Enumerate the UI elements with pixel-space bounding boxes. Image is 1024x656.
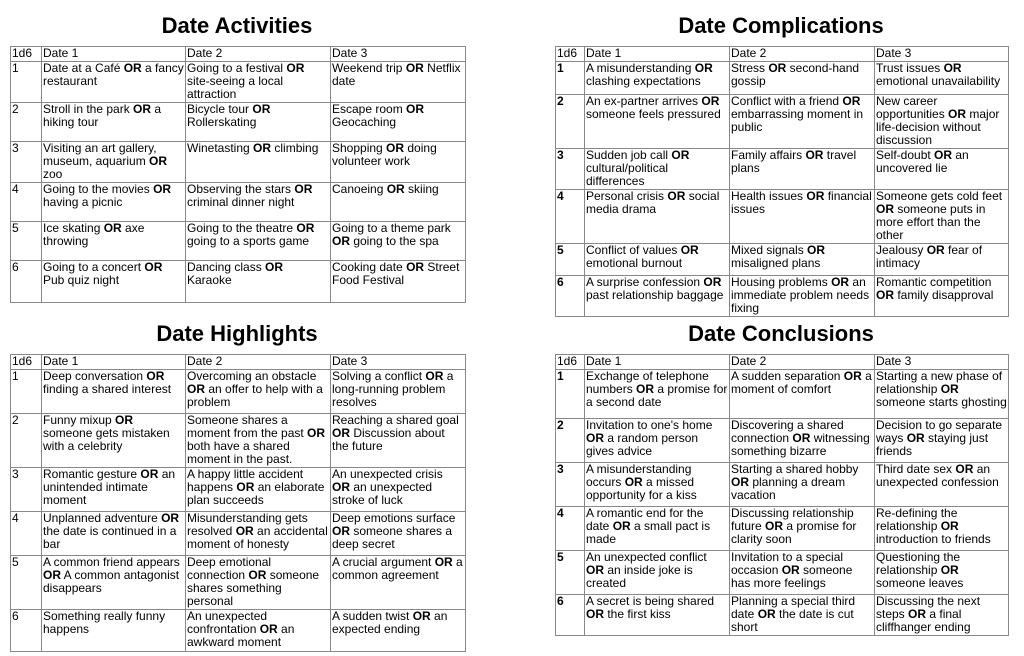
row-number: 4 (10, 182, 42, 222)
table-cell: Someone gets cold feet OR someone puts in more effort than the other (874, 189, 1009, 244)
table-cell: An ex-partner arrives OR someone feels pressured (584, 94, 730, 149)
row-number: 5 (10, 221, 42, 261)
table-cell: Overcoming an obstacle OR an offer to help with a problem (185, 369, 331, 414)
table-title: Date Highlights (156, 321, 318, 346)
row-number: 3 (10, 467, 42, 512)
column-header: 1d6 (555, 354, 585, 370)
table-cell: A secret is being shared OR the first kiss (584, 594, 730, 636)
column-header: Date 3 (874, 354, 1009, 370)
table-cell: A sudden twist OR an expected ending (330, 609, 466, 652)
table-cell: Going to the movies OR having a picnic (41, 182, 186, 222)
row-number: 3 (10, 141, 42, 183)
table-title: Date Activities (161, 13, 313, 38)
column-header: Date 1 (41, 354, 186, 370)
table-cell: Discovering a shared connection OR witnessing something bizarre (729, 418, 875, 463)
table-cell: Self-doubt OR an uncovered lie (874, 148, 1009, 190)
row-number: 6 (10, 260, 42, 303)
column-header: Date 3 (330, 354, 466, 370)
table-cell: Planning a special third date OR the date is cut short (729, 594, 875, 636)
table-cell: Winetasting OR climbing (185, 141, 331, 183)
table-cell: A crucial argument OR a common agreement (330, 555, 466, 610)
column-header: Date 1 (584, 46, 730, 62)
table-cell: Personal crisis OR social media drama (584, 189, 730, 244)
table-cell: Shopping OR doing volunteer work (330, 141, 466, 183)
table-cell: An unexpected conflict OR an inside joke is created (584, 550, 730, 595)
table-cell: A misunderstanding OR clashing expectations (584, 61, 730, 95)
column-header: 1d6 (555, 46, 585, 62)
table-cell: Re-defining the relationship OR introduction to friends (874, 506, 1009, 551)
row-number: 1 (555, 61, 585, 95)
table-cell: Deep conversation OR finding a shared interest (41, 369, 186, 414)
table-cell: Discussing the next steps OR a final cliffhanger ending (874, 594, 1009, 636)
table-cell: A sudden separation OR a moment of comfort (729, 369, 875, 419)
table-cell: An unexpected confrontation OR an awkward moment (185, 609, 331, 652)
table-cell: Mixed signals OR misaligned plans (729, 243, 875, 276)
column-header: Date 2 (729, 354, 875, 370)
table-cell: Health issues OR financial issues (729, 189, 875, 244)
table-cell: Decision to go separate ways OR staying just friends (874, 418, 1009, 463)
table-cell: Weekend trip OR Netflix date (330, 61, 466, 103)
table-cell: Misunderstanding gets resolved OR an accidental moment of honesty (185, 511, 331, 556)
table-cell: A common friend appears OR A common antagonist disappears (41, 555, 186, 610)
table-cell: Dancing class OR Karaoke (185, 260, 331, 303)
table-cell: Family affairs OR travel plans (729, 148, 875, 190)
table-cell: Bicycle tour OR Rollerskating (185, 102, 331, 142)
table-cell: Going to a theme park OR going to the spa (330, 221, 466, 261)
table-cell: New career opportunities OR major life-decision without discussion (874, 94, 1009, 149)
table-cell: Funny mixup OR someone gets mistaken with a celebrity (41, 413, 186, 468)
row-number: 6 (555, 275, 585, 317)
table-cell: Going to the theatre OR going to a sports game (185, 221, 331, 261)
table-cell: Someone shares a moment from the past OR both have a shared moment in the past. (185, 413, 331, 468)
table-cell: Going to a festival OR site-seeing a local attraction (185, 61, 331, 103)
table-cell: Date at a Café OR a fancy restaurant (41, 61, 186, 103)
table-cell: Stroll in the park OR a hiking tour (41, 102, 186, 142)
row-number: 3 (555, 148, 585, 190)
row-number: 5 (10, 555, 42, 610)
table-cell: Something really funny happens (41, 609, 186, 652)
row-number: 4 (555, 506, 585, 551)
row-number: 5 (555, 243, 585, 276)
row-number: 2 (10, 102, 42, 142)
table-cell: Going to a concert OR Pub quiz night (41, 260, 186, 303)
table-cell: A misunderstanding occurs OR a missed opportunity for a kiss (584, 462, 730, 507)
column-header: Date 1 (41, 46, 186, 62)
table-cell: Invitation to one's home OR a random person gives advice (584, 418, 730, 463)
column-header: Date 3 (874, 46, 1009, 62)
table-cell: Visiting an art gallery, museum, aquarium OR zoo (41, 141, 186, 183)
table-cell: Cooking date OR Street Food Festival (330, 260, 466, 303)
row-number: 2 (555, 418, 585, 463)
table-cell: Canoeing OR skiing (330, 182, 466, 222)
table-cell: An unexpected crisis OR an unexpected stroke of luck (330, 467, 466, 512)
table-cell: Invitation to a special occasion OR someone has more feelings (729, 550, 875, 595)
column-header: Date 2 (185, 354, 331, 370)
column-header: Date 2 (185, 46, 331, 62)
row-number: 2 (10, 413, 42, 468)
row-number: 6 (10, 609, 42, 652)
table-cell: Romantic competition OR family disapproval (874, 275, 1009, 317)
table-cell: A romantic end for the date OR a small pact is made (584, 506, 730, 551)
column-header: 1d6 (10, 354, 42, 370)
column-header: Date 1 (584, 354, 730, 370)
table-cell: Conflict with a friend OR embarrassing moment in public (729, 94, 875, 149)
row-number: 1 (10, 369, 42, 414)
table-cell: Housing problems OR an immediate problem needs fixing (729, 275, 875, 317)
table-cell: Discussing relationship future OR a promise for clarity soon (729, 506, 875, 551)
table-cell: Jealousy OR fear of intimacy (874, 243, 1009, 276)
row-number: 5 (555, 550, 585, 595)
table-cell: Stress OR second-hand gossip (729, 61, 875, 95)
table-cell: Starting a shared hobby OR planning a dream vacation (729, 462, 875, 507)
table-title: Date Complications (678, 13, 884, 38)
table-cell: Trust issues OR emotional unavailability (874, 61, 1009, 95)
row-number: 2 (555, 94, 585, 149)
table-cell: Solving a conflict OR a long-running problem resolves (330, 369, 466, 414)
column-header: 1d6 (10, 46, 42, 62)
table-cell: Observing the stars OR criminal dinner night (185, 182, 331, 222)
table-cell: Deep emotions surface OR someone shares a deep secret (330, 511, 466, 556)
table-cell: Escape room OR Geocaching (330, 102, 466, 142)
table-cell: Third date sex OR an unexpected confession (874, 462, 1009, 507)
table-cell: Starting a new phase of relationship OR someone starts ghosting (874, 369, 1009, 419)
column-header: Date 2 (729, 46, 875, 62)
row-number: 4 (10, 511, 42, 556)
table-cell: Conflict of values OR emotional burnout (584, 243, 730, 276)
column-header: Date 3 (330, 46, 466, 62)
table-cell: A surprise confession OR past relationship baggage (584, 275, 730, 317)
table-cell: Reaching a shared goal OR Discussion about the future (330, 413, 466, 468)
table-cell: Deep emotional connection OR someone shares something personal (185, 555, 331, 610)
row-number: 3 (555, 462, 585, 507)
row-number: 1 (555, 369, 585, 419)
row-number: 6 (555, 594, 585, 636)
table-cell: Romantic gesture OR an unintended intimate moment (41, 467, 186, 512)
table-cell: Questioning the relationship OR someone leaves (874, 550, 1009, 595)
table-cell: Ice skating OR axe throwing (41, 221, 186, 261)
table-cell: Sudden job call OR cultural/political differences (584, 148, 730, 190)
row-number: 4 (555, 189, 585, 244)
row-number: 1 (10, 61, 42, 103)
table-cell: A happy little accident happens OR an elaborate plan succeeds (185, 467, 331, 512)
table-cell: Exchange of telephone numbers OR a promise for a second date (584, 369, 730, 419)
table-cell: Unplanned adventure OR the date is continued in a bar (41, 511, 186, 556)
table-title: Date Conclusions (688, 321, 874, 346)
